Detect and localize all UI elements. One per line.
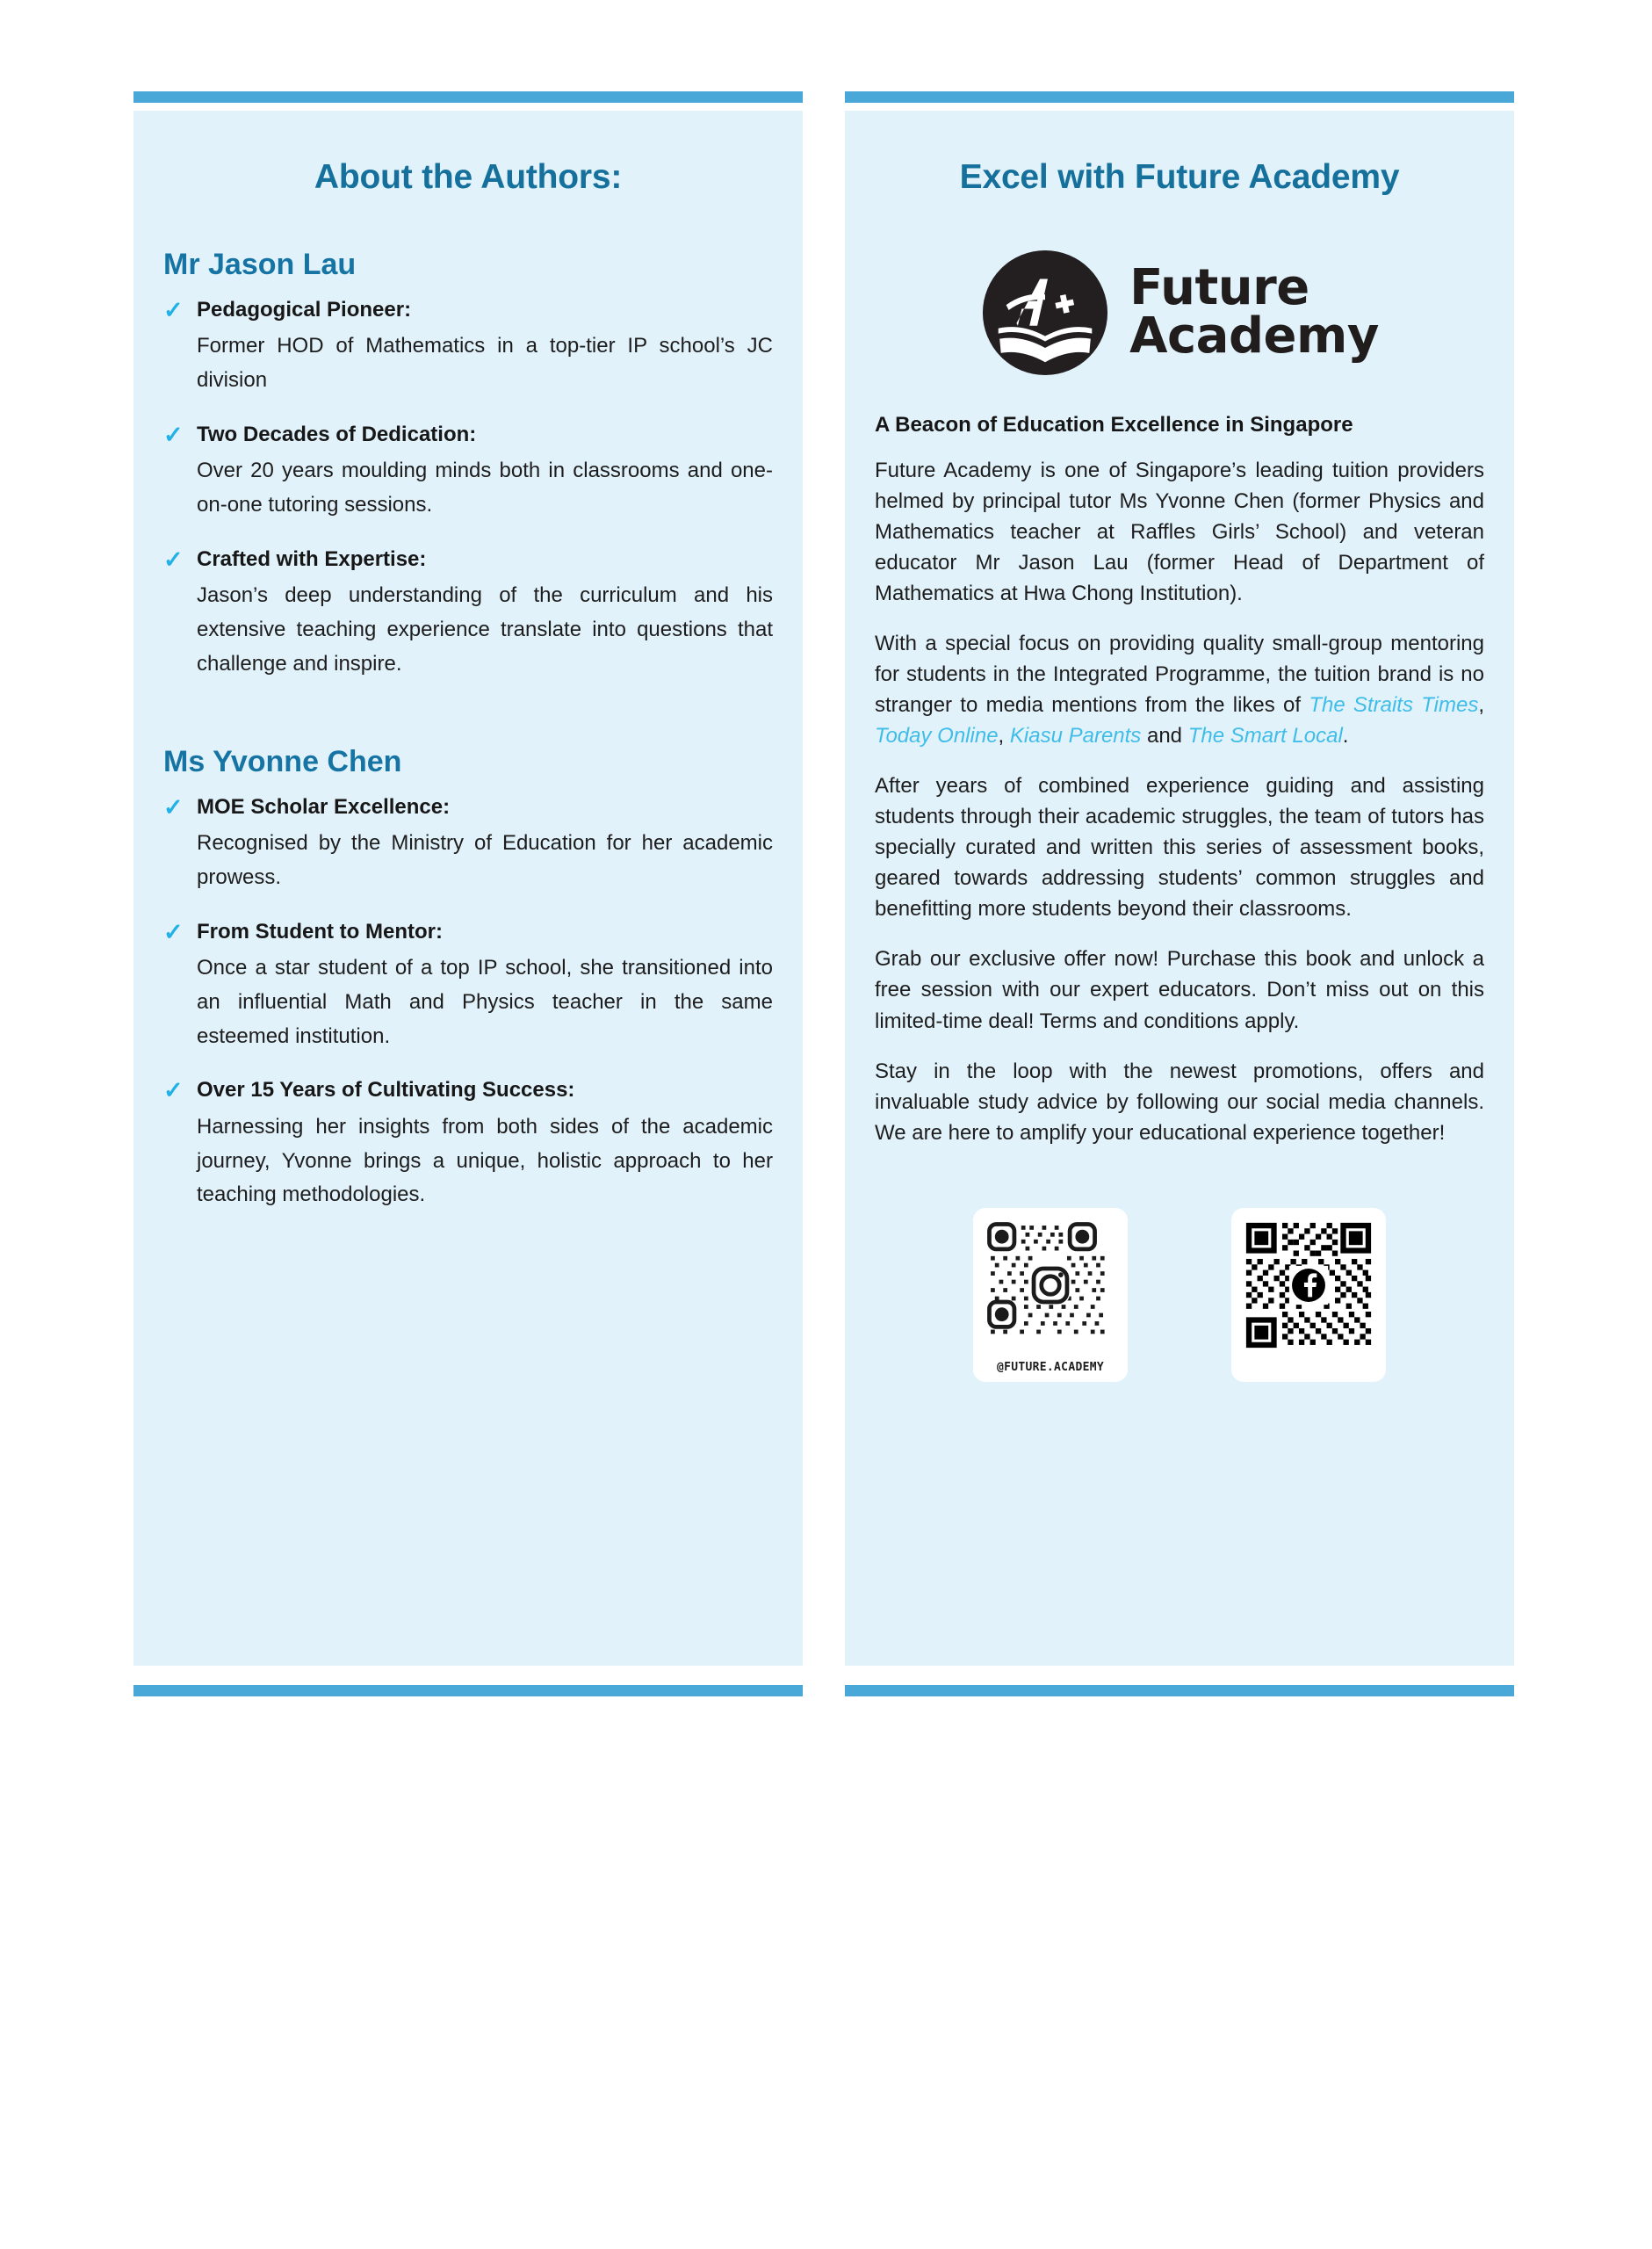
left-column bbox=[133, 91, 803, 1696]
author-block-yvonne-chen bbox=[163, 745, 773, 1213]
about-authors-panel bbox=[133, 111, 803, 1666]
instagram-qr-card[interactable] bbox=[973, 1208, 1128, 1382]
check-icon: ✓ bbox=[163, 793, 184, 821]
a-plus-book-badge-icon bbox=[980, 248, 1110, 378]
paragraph-exclusive-offer: Grab our exclusive offer now! Purchase this book and unlock a free session with our expert educators. Don’t miss out on this limited-time deal! Terms and conditions apply. bbox=[875, 947, 1484, 1033]
section-subheading: A Beacon of Education Excellence in Singapore bbox=[875, 413, 1353, 437]
check-icon: ✓ bbox=[163, 1077, 184, 1104]
sentence-end: . bbox=[1342, 724, 1349, 748]
qr-code-row bbox=[875, 1208, 1484, 1382]
logo-word-line-1: Future bbox=[1129, 259, 1309, 317]
bullet-title: Two Decades of Dedication: bbox=[197, 422, 477, 446]
excel-with-future-academy-panel bbox=[845, 111, 1514, 1666]
check-icon: ✓ bbox=[163, 421, 184, 448]
check-icon: ✓ bbox=[163, 297, 184, 323]
author-block-jason-lau bbox=[163, 248, 773, 682]
facebook-qr-card[interactable] bbox=[1231, 1208, 1386, 1382]
bullet-text: Once a star student of a top IP school, she transitioned into an influential Math and Physics teacher in the same esteemed institution. bbox=[197, 955, 773, 1048]
separator: , bbox=[1478, 693, 1485, 718]
accent-bar-bottom-left bbox=[133, 1685, 803, 1696]
list-item bbox=[163, 793, 773, 895]
accent-bar-bottom-right bbox=[845, 1685, 1514, 1696]
paragraph-media-mentions bbox=[875, 628, 1484, 751]
bullet-text: Jason’s deep understanding of the curriculum and his extensive teaching experience translate into questions that challenge and inspire. bbox=[197, 583, 773, 676]
paragraph-assessment-books: After years of combined experience guiding and assisting students through their academic struggles, the team of tutors has specially curated and written this series of assessment books, geared towards addressing students’ common struggles and benefitting more students beyond their classrooms. bbox=[875, 774, 1484, 922]
list-item bbox=[163, 546, 773, 682]
accent-bar-top-left bbox=[133, 91, 803, 103]
bullet-text: Harnessing her insights from both sides of the academic journey, Yvonne brings a unique, holistic approach to her teaching methodologies. bbox=[197, 1114, 773, 1207]
check-icon: ✓ bbox=[163, 918, 184, 945]
bullet-title: Pedagogical Pioneer: bbox=[197, 298, 412, 322]
list-item bbox=[163, 1076, 773, 1212]
bullet-text: Over 20 years moulding minds both in classrooms and one-on-one tutoring sessions. bbox=[197, 459, 773, 517]
bullet-title: From Student to Mentor: bbox=[197, 919, 443, 944]
accent-bar-top-right bbox=[845, 91, 1514, 103]
facebook-qr-code[interactable] bbox=[1239, 1216, 1378, 1355]
future-academy-logo bbox=[875, 248, 1484, 378]
right-column bbox=[845, 91, 1514, 1696]
separator: and bbox=[1141, 724, 1188, 748]
bullet-title: MOE Scholar Excellence: bbox=[197, 794, 451, 819]
paragraph-media-mentions-lead: With a special focus on providing quality small-group mentoring for students in the Integrated Programme, the tuition brand is no stranger to media mentions from the likes of bbox=[875, 632, 1484, 718]
separator: , bbox=[998, 724, 1010, 748]
list-item bbox=[163, 296, 773, 398]
page-title-excel-with-future-academy: Excel with Future Academy bbox=[959, 158, 1400, 196]
bullet-text: Recognised by the Ministry of Education for her academic prowess. bbox=[197, 830, 773, 889]
bullet-text: Former HOD of Mathematics in a top-tier IP school’s JC division bbox=[197, 334, 773, 393]
instagram-qr-code[interactable] bbox=[981, 1216, 1120, 1355]
media-link-kiasu-parents[interactable]: Kiasu Parents bbox=[1009, 724, 1142, 748]
instagram-handle-label: @FUTURE.ACADEMY bbox=[997, 1360, 1104, 1374]
list-item bbox=[163, 421, 773, 523]
bullet-title: Over 15 Years of Cultivating Success: bbox=[197, 1078, 575, 1103]
paragraph-social-media: Stay in the loop with the newest promotions, offers and invaluable study advice by following our social media channels. We are here to amplify your educational experience together! bbox=[875, 1059, 1484, 1145]
list-item bbox=[163, 918, 773, 1054]
media-link-the-smart-local[interactable]: The Smart Local bbox=[1187, 724, 1343, 748]
future-academy-wordmark bbox=[1129, 259, 1379, 365]
check-icon: ✓ bbox=[163, 546, 184, 573]
page-title-about-authors: About the Authors: bbox=[314, 158, 623, 196]
logo-word-line-2: Academy bbox=[1129, 307, 1379, 365]
two-column-layout bbox=[133, 91, 1514, 1696]
author-name-jason-lau: Mr Jason Lau bbox=[163, 248, 357, 281]
media-link-today-online[interactable]: Today Online bbox=[875, 724, 999, 748]
paragraph-about-future-academy: Future Academy is one of Singapore’s leading tuition providers helmed by principal tutor Ms Yvonne Chen (former Physics and Mathematics teacher at Raffles Girls’ School) and veteran educator Mr Jason Lau (former Head of Department of Mathematics at Hwa Chong Institution). bbox=[875, 459, 1484, 606]
bullet-title: Crafted with Expertise: bbox=[197, 546, 427, 571]
media-link-the-straits-times[interactable]: The Straits Times bbox=[1309, 693, 1479, 718]
author-name-yvonne-chen: Ms Yvonne Chen bbox=[163, 744, 402, 778]
